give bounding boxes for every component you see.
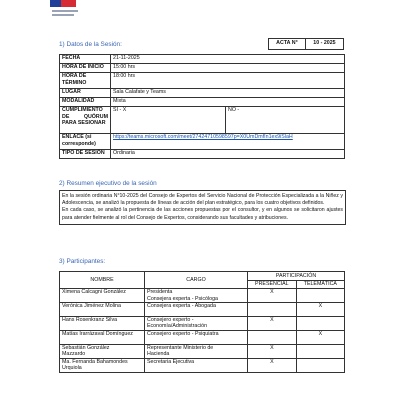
participant-name-line1: Sebastián González [62, 344, 110, 351]
participants-table [59, 271, 345, 373]
participant-name: Hans Rosenkranz Silva [60, 316, 145, 330]
section-title-participantes: 3) Participantes: [59, 258, 106, 265]
participant-presencial: X [248, 358, 297, 372]
inicio-value: 15:00 hrs [111, 64, 345, 73]
participant-role-line1: Representante Ministerio de [147, 344, 214, 351]
termino-label-line2: TÉRMINO [62, 79, 87, 86]
participant-row [60, 344, 345, 358]
participant-row [60, 358, 345, 372]
enlace-cell [111, 134, 345, 150]
participant-role [145, 344, 248, 358]
fecha-value: 21-11-2025 [111, 55, 345, 64]
session-data-table [59, 54, 345, 159]
quorum-label: CUMPLIMIENTO DE QUÓRUM PARA SESIONAR [60, 107, 111, 134]
termino-label [60, 73, 111, 89]
participant-role-line2: Hacienda [147, 351, 170, 358]
inicio-label: HORA DE INICIO [60, 64, 111, 73]
header-nombre: NOMBRE [60, 272, 145, 289]
participant-telematica [296, 289, 344, 303]
logo-flag-blue [50, 0, 61, 7]
enlace-label-line1: ENLACE (si [62, 134, 92, 140]
modalidad-value: Mixta [111, 98, 345, 107]
participant-presencial: X [248, 316, 297, 330]
participant-telematica [296, 358, 344, 372]
participant-presencial [248, 330, 297, 344]
lugar-value: Sala Calafate y Teams [111, 89, 345, 98]
participant-role: Secretaria Ejecutiva [145, 358, 248, 372]
header-telematica: TELEMÁTICA [296, 281, 344, 289]
participant-name [60, 344, 145, 358]
summary-paragraph-2: En cada caso, se analizó la pertinencia de las acciones propuestas por el consultor, y en algunos se solicitaron ajustes para atender fielmente al rol del Consejo de Expertos, considerando sus facultades y atribuciones. [62, 207, 343, 221]
participant-name-line2: Mazzardo [62, 351, 86, 358]
participant-row [60, 303, 345, 317]
participant-role: Consejero experto - Psiquiatra [145, 330, 248, 344]
modalidad-label: MODALIDAD [60, 98, 111, 107]
logo-flag-red [61, 0, 76, 7]
fecha-label: FECHA [60, 55, 111, 64]
participant-role [145, 289, 248, 303]
enlace-label-line2: corresponde) [62, 140, 96, 147]
participant-role-line2: Economía/Administración [147, 323, 208, 330]
participant-presencial: X [248, 289, 297, 303]
participant-telematica [296, 344, 344, 358]
header-participacion: PARTICIPACIÓN [248, 272, 345, 281]
tipo-label: TIPO DE SESIÓN [60, 150, 111, 159]
tipo-value: Ordinaria [111, 150, 345, 159]
logo-caption-line [52, 10, 78, 12]
participant-role: Consejera experta - Abogada [145, 303, 248, 317]
participant-telematica: X [296, 330, 344, 344]
teams-meeting-link[interactable]: https://teams.microsoft.com/meet/27424710598597p=X0UmDmfIn1ex9iSlaH [113, 134, 293, 140]
participant-name-line2: Urquiola [62, 365, 82, 372]
participant-name: Matías Irarrázaval Domínguez [60, 330, 145, 344]
acta-number-table [268, 38, 344, 50]
header-presencial: PRESENCIAL [248, 281, 297, 289]
participant-row [60, 289, 345, 303]
section-title-resumen: 2) Resumen ejecutivo de la sesión [59, 180, 157, 187]
quorum-no: NO - [226, 107, 345, 134]
participant-name: Verónica Jiménez Molina [60, 303, 145, 317]
logo-caption-line [52, 14, 74, 16]
participant-row [60, 330, 345, 344]
participant-row [60, 316, 345, 330]
lugar-label: LUGAR [60, 89, 111, 98]
participant-name-line1: Ma. Fernanda Bahamondes [62, 358, 128, 365]
enlace-label [60, 134, 111, 150]
participant-telematica [296, 316, 344, 330]
participant-telematica: X [296, 303, 344, 317]
participant-role-line2: Consejera experta - Psicóloga [147, 295, 218, 302]
government-logo [50, 0, 84, 22]
participant-presencial [248, 303, 297, 317]
participant-presencial: X [248, 344, 297, 358]
participant-role [145, 316, 248, 330]
termino-value: 18:00 hrs [111, 73, 345, 89]
acta-label: ACTA N° [269, 39, 306, 50]
participant-name [60, 358, 145, 372]
termino-label-line1: HORA DE [62, 73, 87, 79]
participant-role-line1: Presidenta [147, 289, 173, 295]
header-cargo: CARGO [145, 272, 248, 289]
summary-paragraph-1: En la sesión ordinaria N°10-2025 del Consejo de Expertos del Servicio Nacional de Protección Especializada a la Niñez y Adolescencia, se analizó la propuesta de líneas de acción del plan estratégico, para los cuatro objetivos definidos. [62, 192, 343, 206]
executive-summary-box [59, 190, 346, 225]
participant-name: Ximena Calcagni González [60, 289, 145, 303]
section-title-datos: 1) Datos de la Sesión: [59, 41, 122, 48]
acta-value: 10 - 2025 [305, 39, 343, 50]
quorum-si: SI - X [111, 107, 226, 134]
participant-role-line1: Consejero experto - [147, 316, 194, 323]
